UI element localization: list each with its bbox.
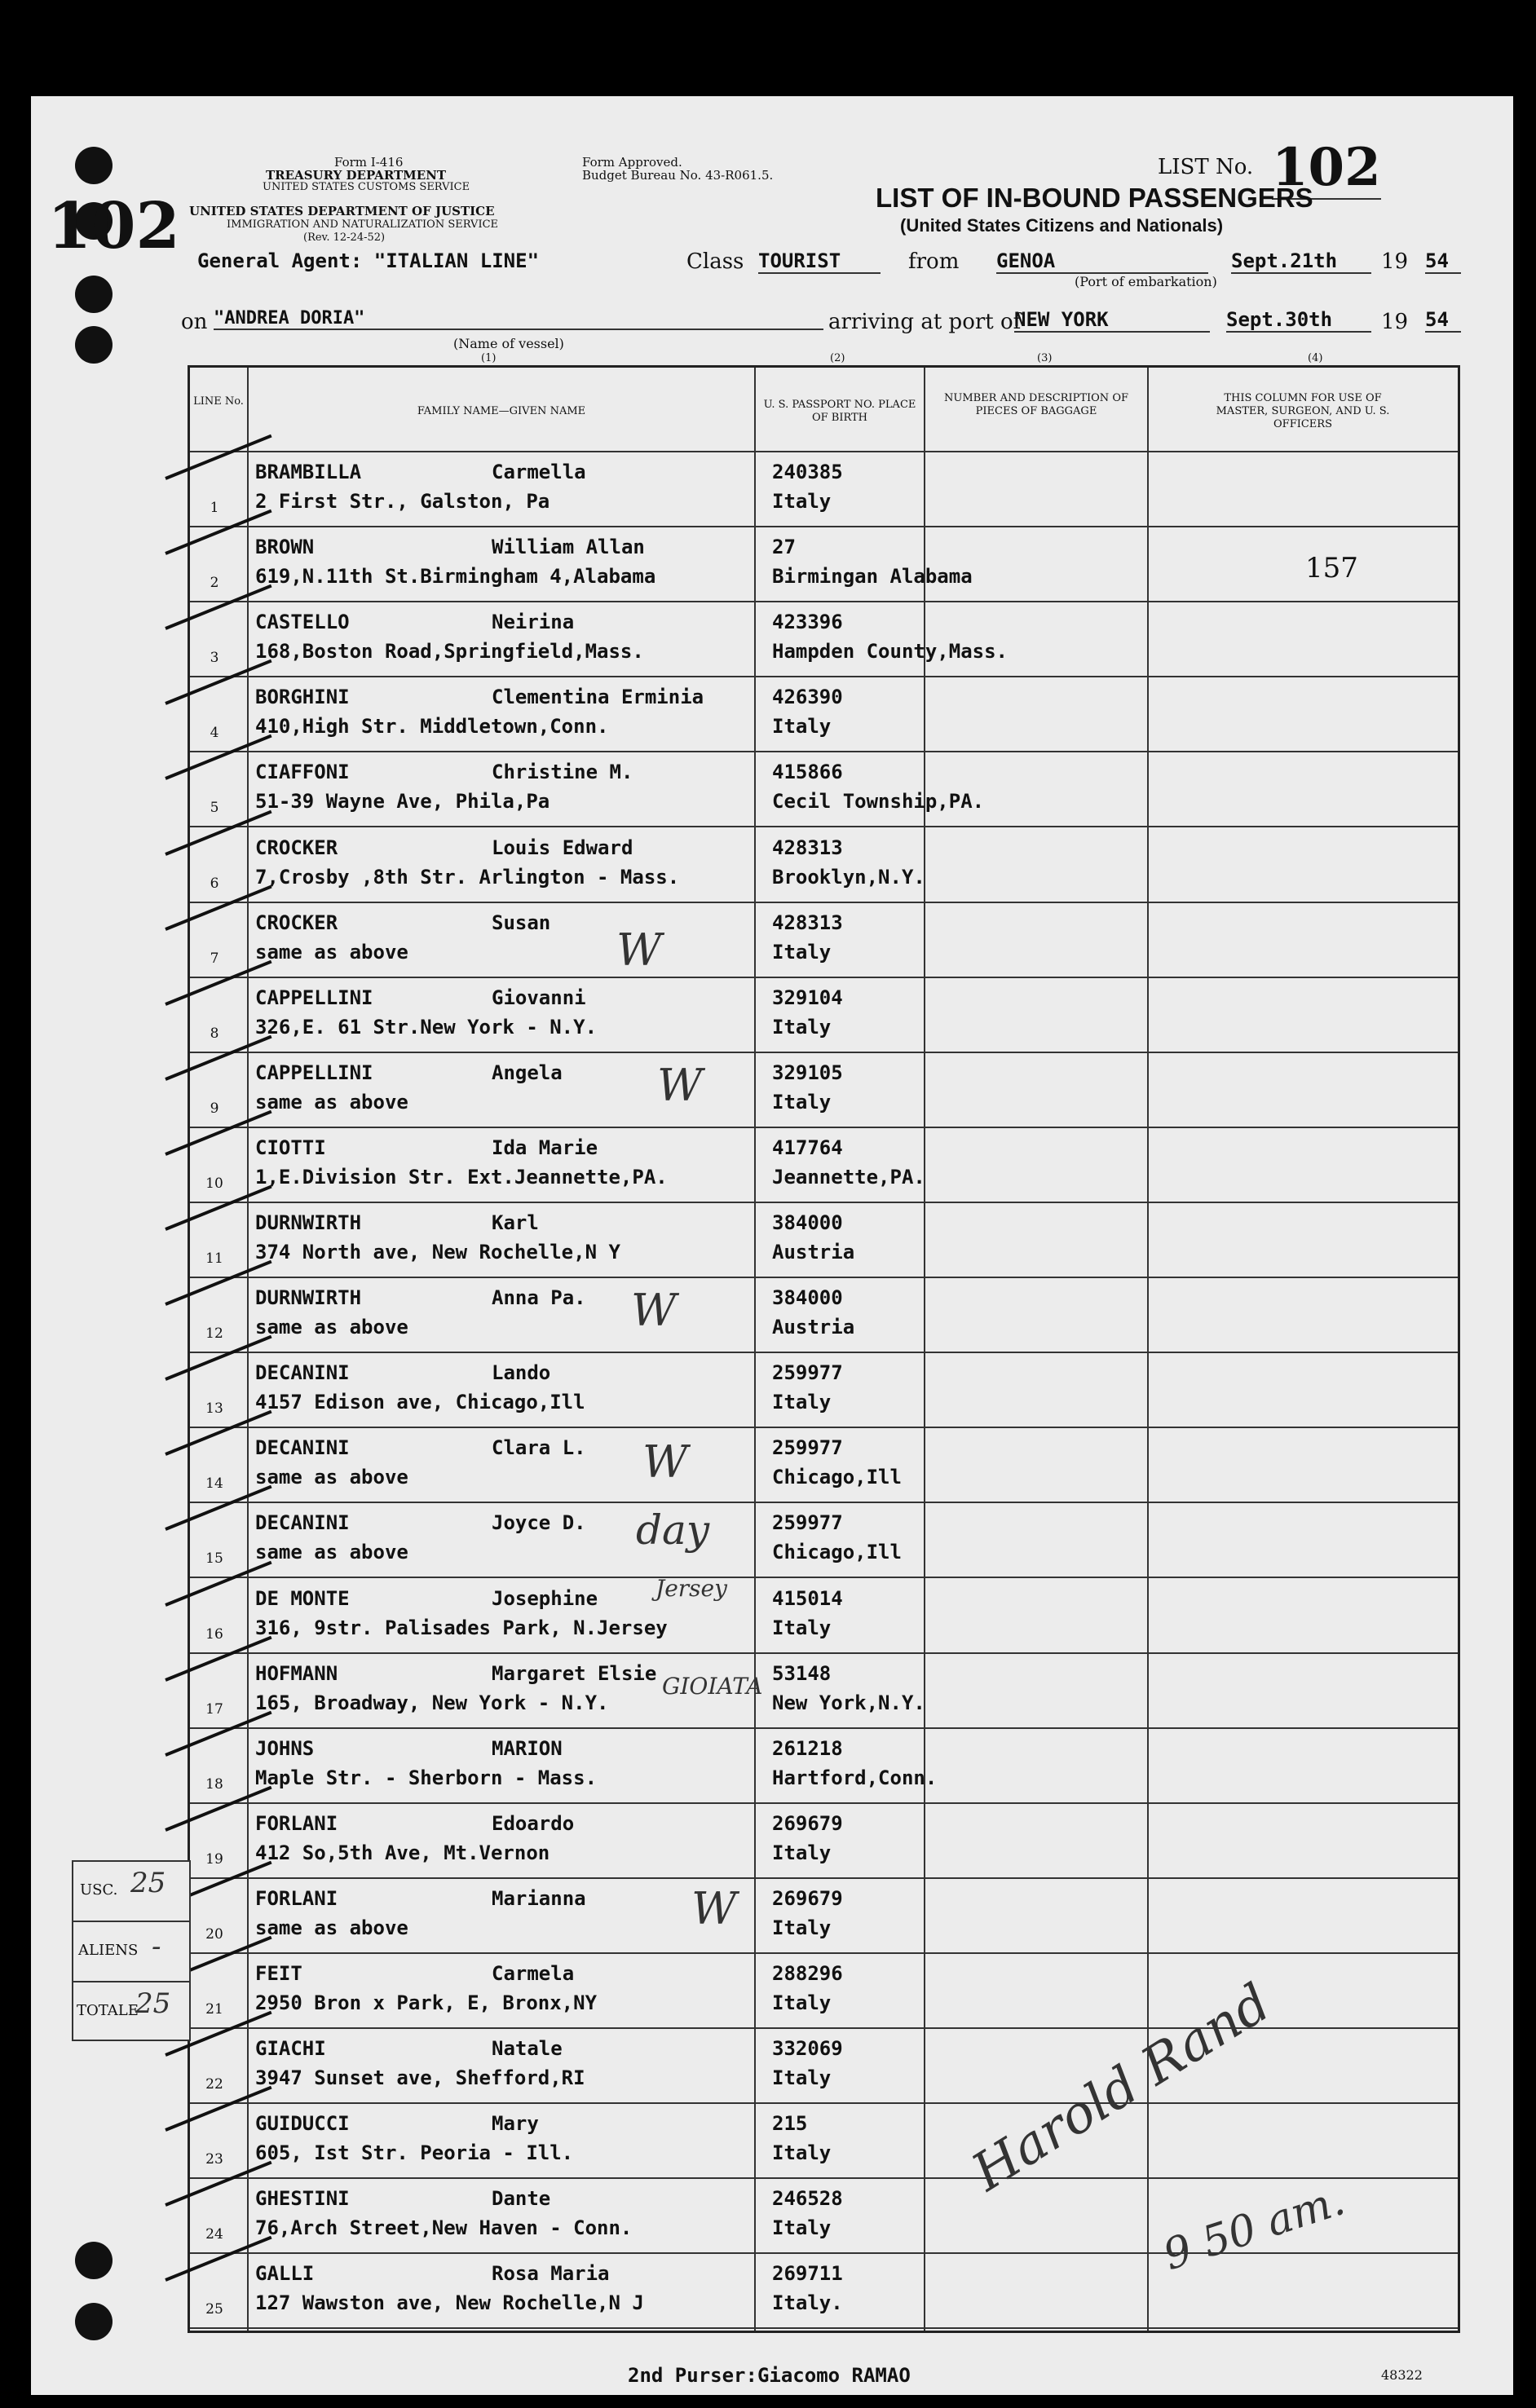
- given-name: Marianna: [492, 1886, 586, 1910]
- revision-date: (Rev. 12-24-52): [303, 232, 386, 244]
- punch-hole: [75, 326, 113, 364]
- family-name: DURNWIRTH: [255, 1211, 362, 1234]
- passport-number: 261218: [772, 1736, 843, 1760]
- passport-number: 329104: [772, 986, 843, 1009]
- given-name: Giovanni: [492, 986, 586, 1009]
- family-name: CAPPELLINI: [255, 1061, 373, 1084]
- tally-box: [72, 1860, 191, 2041]
- line-number: 22: [205, 2076, 223, 2093]
- passport-number: 259977: [772, 1361, 843, 1385]
- passenger-table: [188, 365, 1460, 2333]
- table-row: [190, 1128, 1458, 1204]
- given-name: William Allan: [492, 536, 645, 559]
- home-address: 326,E. 61 Str.New York - N.Y.: [255, 1015, 598, 1039]
- given-name: Neirina: [492, 611, 575, 634]
- table-row: [190, 2029, 1458, 2105]
- home-address: same as above: [255, 1090, 408, 1114]
- home-address: 76,Arch Street,New Haven - Conn.: [255, 2216, 633, 2240]
- place-of-birth: New York,N.Y.: [772, 1691, 925, 1714]
- manifest-subtitle: (United States Citizens and Nationals): [900, 215, 1224, 236]
- general-agent: General Agent: "ITALIAN LINE": [197, 249, 540, 272]
- given-name: Edoardo: [492, 1811, 575, 1835]
- from-label: from: [908, 249, 960, 274]
- home-address: Maple Str. - Sherborn - Mass.: [255, 1766, 598, 1789]
- family-name: CAPPELLINI: [255, 986, 373, 1009]
- place-of-birth: Italy: [772, 2141, 832, 2165]
- line-number: 20: [205, 1925, 223, 1943]
- family-name: BRAMBILLA: [255, 461, 362, 483]
- passport-number: 423396: [772, 611, 843, 634]
- tally-usc: [73, 1862, 189, 1922]
- line-number: 1: [210, 500, 219, 516]
- passport-number: 415014: [772, 1586, 843, 1610]
- family-name: GIACHI: [255, 2037, 326, 2061]
- home-address: 619,N.11th St.Birmingham 4,Alabama: [255, 565, 656, 589]
- line-number: 19: [205, 1850, 223, 1868]
- place-of-birth: Italy: [772, 940, 832, 964]
- passport-number: 53148: [772, 1661, 832, 1685]
- table-row: [190, 978, 1458, 1054]
- place-of-birth: Italy: [772, 2216, 832, 2240]
- family-name: DECANINI: [255, 1511, 350, 1535]
- place-of-birth: Italy: [772, 1841, 832, 1864]
- passport-number: 417764: [772, 1136, 843, 1159]
- place-of-birth: Hartford,Conn.: [772, 1766, 938, 1789]
- tally-usc-label: USC.: [80, 1881, 118, 1899]
- given-name: Louis Edward: [492, 836, 633, 859]
- passport-number: 259977: [772, 1511, 843, 1535]
- punch-hole: [75, 2242, 113, 2279]
- place-of-birth: Brooklyn,N.Y.: [772, 865, 925, 889]
- family-name: GHESTINI: [255, 2187, 350, 2211]
- home-address: 316, 9str. Palisades Park, N.Jersey: [255, 1616, 668, 1639]
- port-of-embarkation-caption: (Port of embarkation): [1075, 274, 1217, 289]
- ins-label: IMMIGRATION AND NATURALIZATION SERVICE: [227, 218, 499, 231]
- col-header-officers: THIS COLUMN FOR USE OF MASTER, SURGEON, AND U. S. OFFICERS: [1216, 392, 1390, 430]
- family-name: CROCKER: [255, 836, 338, 859]
- given-name: Dante: [492, 2187, 551, 2211]
- home-address: 2950 Bron x Park, E, Bronx,NY: [255, 1991, 598, 2014]
- line-number: 25: [205, 2301, 223, 2318]
- handwritten-jersey: Jersey: [655, 1575, 727, 1602]
- col-header-baggage: NUMBER AND DESCRIPTION OF PIECES OF BAGGAGE: [943, 392, 1128, 417]
- column-number-4: (4): [1308, 352, 1323, 364]
- table-row: [190, 828, 1458, 904]
- table-row: [190, 602, 1458, 678]
- given-name: Mary: [492, 2112, 539, 2136]
- place-of-birth: Cecil Township,PA.: [772, 790, 985, 814]
- home-address: 410,High Str. Middletown,Conn.: [255, 715, 609, 739]
- line-number: 12: [205, 1325, 223, 1343]
- passport-number: 269711: [772, 2262, 843, 2286]
- table-row: [190, 752, 1458, 828]
- column-number-2: (2): [830, 352, 845, 364]
- place-of-birth: Italy: [772, 1015, 832, 1039]
- form-number: Form I-416: [334, 155, 404, 170]
- handwritten-time: 9 50 am.: [1158, 2176, 1351, 2281]
- line-number: 13: [205, 1400, 223, 1418]
- home-address: 3947 Sunset ave, Shefford,RI: [255, 2066, 585, 2090]
- given-name: Anna Pa.: [492, 1286, 586, 1310]
- arrival-date: Sept.30th: [1226, 308, 1371, 333]
- tally-aliens-label: ALIENS: [78, 1942, 139, 1959]
- given-name: Carmela: [492, 1962, 575, 1985]
- home-address: 1,E.Division Str. Ext.Jeannette,PA.: [255, 1165, 668, 1189]
- department-of-justice: UNITED STATES DEPARTMENT OF JUSTICE: [189, 204, 495, 218]
- family-name: FORLANI: [255, 1811, 338, 1835]
- manifest-title: LIST OF IN-BOUND PASSENGERS: [876, 183, 1313, 213]
- line-number: 8: [210, 1025, 219, 1042]
- passport-number: 288296: [772, 1962, 843, 1985]
- passport-number: 240385: [772, 461, 843, 483]
- place-of-birth: Italy: [772, 490, 832, 513]
- place-of-birth: Hampden County,Mass.: [772, 640, 1008, 664]
- passport-number: 329105: [772, 1061, 843, 1084]
- family-name: CIOTTI: [255, 1136, 326, 1159]
- line-number: 9: [210, 1100, 219, 1117]
- table-row: [190, 452, 1458, 528]
- purser-signature-line: 2nd Purser:Giacomo RAMAO: [628, 2364, 911, 2387]
- vessel-caption: (Name of vessel): [453, 336, 564, 351]
- class-label: Class: [686, 249, 744, 274]
- table-row: [190, 677, 1458, 753]
- tally-total-value: 25: [135, 1987, 171, 2020]
- col-header-line-no: LINE No.: [193, 395, 244, 408]
- passport-number: 428313: [772, 911, 843, 934]
- place-of-birth: Italy.: [772, 2291, 843, 2315]
- table-row: [190, 527, 1458, 603]
- family-name: JOHNS: [255, 1736, 315, 1760]
- given-name: Karl: [492, 1211, 539, 1234]
- family-name: HOFMANN: [255, 1661, 338, 1685]
- handwritten-w-mark: W: [691, 1883, 737, 1934]
- punch-hole: [75, 2303, 113, 2340]
- line-number: 3: [210, 650, 219, 667]
- place-of-birth: Austria: [772, 1241, 855, 1264]
- from-port: GENOA: [996, 249, 1208, 274]
- departure-year: 54: [1425, 249, 1461, 274]
- given-name: Josephine: [492, 1586, 598, 1610]
- given-name: Carmella: [492, 461, 586, 483]
- on-label: on: [181, 310, 208, 334]
- home-address: same as above: [255, 1916, 408, 1939]
- table-row: [190, 2104, 1458, 2180]
- passport-number: 415866: [772, 761, 843, 784]
- col-header-passport: U. S. PASSPORT NO. PLACE OF BIRTH: [763, 399, 916, 424]
- passport-number: 215: [772, 2112, 808, 2136]
- passport-number: 384000: [772, 1286, 843, 1310]
- table-row: [190, 1503, 1458, 1579]
- line-number: 14: [205, 1475, 223, 1493]
- arrival-year-prefix: 19: [1381, 310, 1409, 334]
- given-name: Clementina Erminia: [492, 686, 704, 709]
- line-number: 17: [205, 1700, 223, 1718]
- form-approved: Form Approved.: [582, 155, 682, 170]
- table-row: [190, 1428, 1458, 1504]
- column-number-1: (1): [481, 352, 497, 364]
- home-address: same as above: [255, 1541, 408, 1564]
- place-of-birth: Chicago,Ill: [772, 1466, 902, 1489]
- line-number: 18: [205, 1775, 223, 1793]
- tally-total-label: TOTALE: [77, 2002, 139, 2019]
- home-address: same as above: [255, 940, 408, 964]
- table-row: [190, 1804, 1458, 1880]
- officer-note: 157: [1305, 552, 1358, 584]
- family-name: BORGHINI: [255, 686, 350, 709]
- home-address: 2 First Str., Galston, Pa: [255, 490, 550, 513]
- place-of-birth: Italy: [772, 1916, 832, 1939]
- punch-hole: [75, 276, 113, 313]
- home-address: 412 So,5th Ave, Mt.Vernon: [255, 1841, 550, 1864]
- class-value: TOURIST: [758, 249, 881, 274]
- place-of-birth: Italy: [772, 715, 832, 739]
- line-number: 23: [205, 2151, 223, 2168]
- place-of-birth: Jeannette,PA.: [772, 1165, 925, 1189]
- given-name: Rosa Maria: [492, 2262, 610, 2286]
- table-row: [190, 903, 1458, 979]
- passport-number: 428313: [772, 836, 843, 859]
- line-number: 10: [205, 1175, 223, 1192]
- line-number: 21: [205, 2001, 223, 2018]
- given-name: Natale: [492, 2037, 563, 2061]
- line-number: 6: [210, 875, 219, 892]
- tally-total: [73, 1982, 189, 2041]
- passport-number: 27: [772, 536, 796, 559]
- home-address: 7,Crosby ,8th Str. Arlington - Mass.: [255, 865, 680, 889]
- home-address: same as above: [255, 1316, 408, 1339]
- arrival-year: 54: [1425, 308, 1461, 333]
- given-name: Lando: [492, 1361, 551, 1385]
- given-name: Margaret Elsie: [492, 1661, 657, 1685]
- list-no-value: 102: [1272, 137, 1381, 198]
- family-name: DURNWIRTH: [255, 1286, 362, 1310]
- family-name: DE MONTE: [255, 1586, 350, 1610]
- family-name: GALLI: [255, 2262, 315, 2286]
- line-number: 15: [205, 1550, 223, 1568]
- year-prefix: 19: [1381, 249, 1409, 274]
- vessel-name: "ANDREA DORIA": [214, 308, 823, 330]
- budget-bureau: Budget Bureau No. 43-R061.5.: [582, 168, 774, 183]
- place-of-birth: Italy: [772, 1090, 832, 1114]
- officer-signature: Harold Rand: [962, 1973, 1282, 2203]
- passport-number: 332069: [772, 2037, 843, 2061]
- place-of-birth: Chicago,Ill: [772, 1541, 902, 1564]
- place-of-birth: Italy: [772, 1991, 832, 2014]
- family-name: FORLANI: [255, 1886, 338, 1910]
- place-of-birth: Italy: [772, 2066, 832, 2090]
- family-name: FEIT: [255, 1962, 302, 1985]
- family-name: CROCKER: [255, 911, 338, 934]
- tally-aliens-value: -: [152, 1930, 161, 1963]
- table-row: [190, 1654, 1458, 1730]
- departure-date: Sept.21th: [1231, 249, 1371, 274]
- given-name: Angela: [492, 1061, 563, 1084]
- home-address: 165, Broadway, New York - N.Y.: [255, 1691, 609, 1714]
- arrival-port: NEW YORK: [1014, 308, 1210, 333]
- place-of-birth: Italy: [772, 1616, 832, 1639]
- line-number: 11: [205, 1250, 223, 1267]
- home-address: 168,Boston Road,Springfield,Mass.: [255, 640, 644, 664]
- row-divider: [190, 2327, 1458, 2329]
- place-of-birth: Italy: [772, 1391, 832, 1414]
- home-address: 374 North ave, New Rochelle,N Y: [255, 1241, 620, 1264]
- list-no-label: LIST No.: [1158, 155, 1254, 179]
- passport-number: 384000: [772, 1211, 843, 1234]
- home-address: same as above: [255, 1466, 408, 1489]
- family-name: DECANINI: [255, 1361, 350, 1385]
- family-name: BROWN: [255, 536, 315, 559]
- home-address: 127 Wawston ave, New Rochelle,N J: [255, 2291, 644, 2315]
- line-number: 16: [205, 1625, 223, 1643]
- passport-number: 426390: [772, 686, 843, 709]
- line-number: 2: [210, 575, 219, 592]
- passport-number: 269679: [772, 1811, 843, 1835]
- place-of-birth: Birmingan Alabama: [772, 565, 973, 589]
- home-address: 4157 Edison ave, Chicago,Ill: [255, 1391, 585, 1414]
- tally-usc-value: 25: [130, 1867, 166, 1899]
- home-address: 605, Ist Str. Peoria - Ill.: [255, 2141, 574, 2165]
- table-row: [190, 2254, 1458, 2330]
- col-header-name: FAMILY NAME—GIVEN NAME: [417, 405, 586, 417]
- home-address: 51-39 Wayne Ave, Phila,Pa: [255, 790, 550, 814]
- table-row: [190, 1278, 1458, 1354]
- given-name: Clara L.: [492, 1436, 586, 1460]
- table-row: [190, 1879, 1458, 1955]
- customs-service: UNITED STATES CUSTOMS SERVICE: [263, 181, 470, 193]
- handwritten-day: day: [636, 1506, 710, 1554]
- tally-aliens: [73, 1922, 189, 1982]
- handwritten-w-mark: W: [616, 924, 662, 976]
- table-row: [190, 1729, 1458, 1805]
- place-of-birth: Austria: [772, 1316, 855, 1339]
- table-row: [190, 1353, 1458, 1429]
- treasury-department: TREASURY DEPARTMENT: [266, 168, 447, 183]
- given-name: Ida Marie: [492, 1136, 598, 1159]
- form-code: 48322: [1381, 2367, 1423, 2383]
- given-name: Susan: [492, 911, 551, 934]
- passport-number: 269679: [772, 1886, 843, 1910]
- arriving-label: arriving at port of: [828, 310, 1022, 334]
- family-name: CIAFFONI: [255, 761, 350, 784]
- column-number-3: (3): [1037, 352, 1053, 364]
- passport-number: 246528: [772, 2187, 843, 2211]
- table-row: [190, 1579, 1458, 1655]
- family-name: CASTELLO: [255, 611, 350, 634]
- handwritten-w-mark: W: [657, 1060, 703, 1111]
- corner-list-number: 102: [47, 189, 180, 263]
- handwritten-w-mark: W: [631, 1285, 677, 1336]
- punch-hole: [75, 147, 113, 184]
- table-row: [190, 1203, 1458, 1279]
- line-number: 4: [210, 725, 219, 742]
- passport-number: 259977: [772, 1436, 843, 1460]
- handwritten-w-mark: W: [642, 1436, 688, 1488]
- line-number: 24: [205, 2226, 223, 2243]
- given-name: Joyce D.: [492, 1511, 586, 1535]
- given-name: Christine M.: [492, 761, 633, 784]
- handwritten-gioiata: GIOIATA: [662, 1673, 763, 1700]
- family-name: GUIDUCCI: [255, 2112, 350, 2136]
- line-number: 7: [210, 950, 219, 967]
- table-row: [190, 1053, 1458, 1129]
- family-name: DECANINI: [255, 1436, 350, 1460]
- line-number: 5: [210, 800, 219, 817]
- given-name: MARION: [492, 1736, 563, 1760]
